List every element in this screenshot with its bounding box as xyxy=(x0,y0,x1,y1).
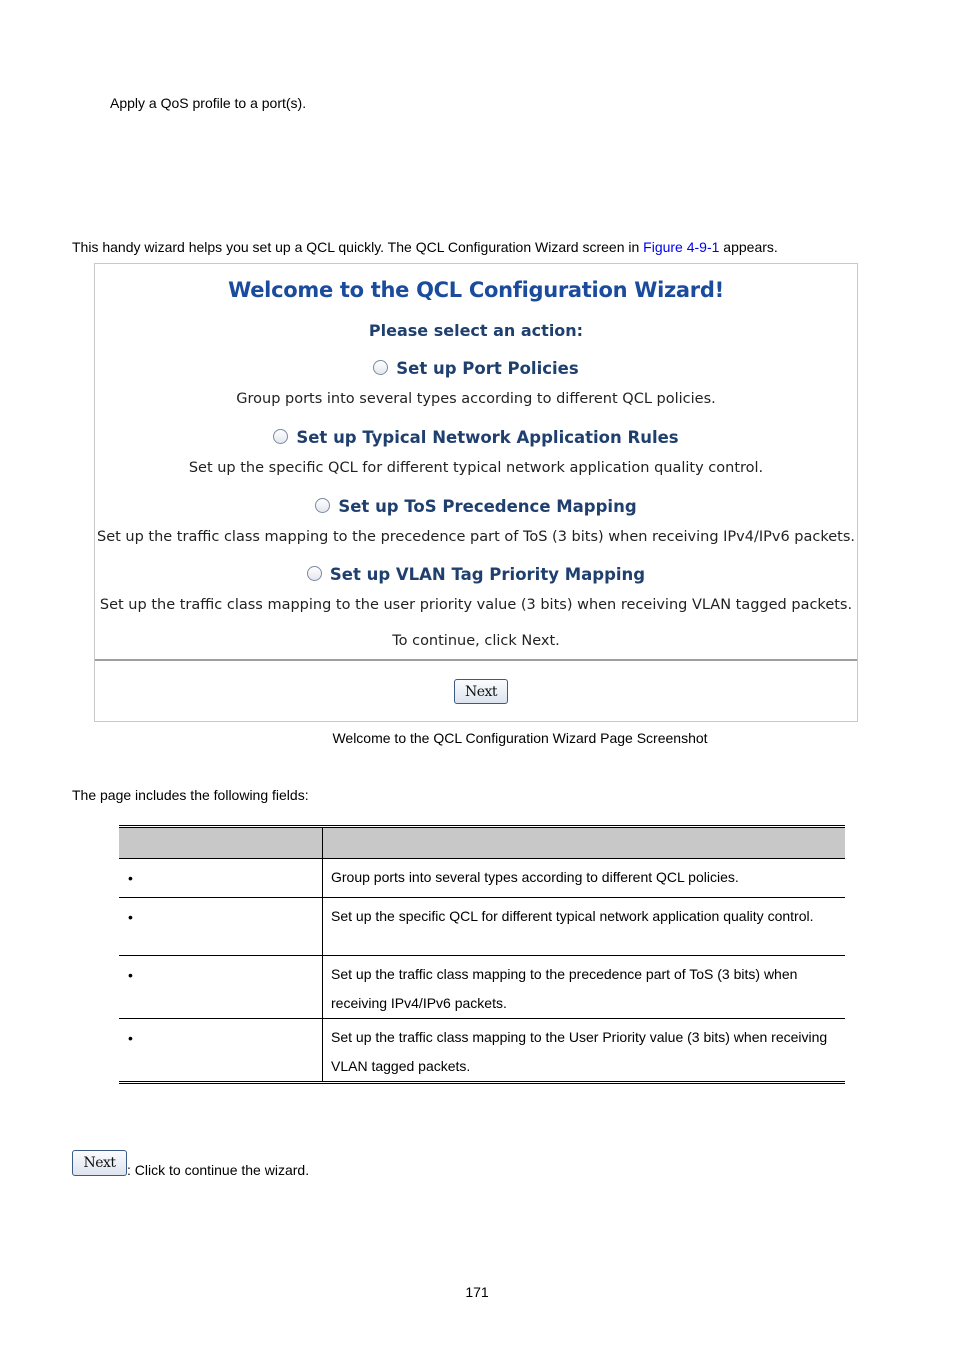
option-vlan-tag-priority-mapping[interactable] xyxy=(95,565,857,584)
radio-icon[interactable] xyxy=(373,360,388,375)
figure-link[interactable]: Figure 4-9-1 xyxy=(643,239,720,255)
table-header-row xyxy=(119,827,845,859)
bullet: • xyxy=(128,1030,133,1046)
fields-intro: The page includes the following fields: xyxy=(72,787,309,803)
row-description: Set up the traffic class mapping to the precedence part of ToS (3 bits) when receiving IPv4/IPv6 packets. xyxy=(331,966,798,1011)
option-label: Set up Port Policies xyxy=(396,359,579,378)
radio-icon[interactable] xyxy=(307,566,322,581)
wizard-subtitle: Please select an action: xyxy=(368,321,584,340)
option-description: Group ports into several types according to different QCL policies. xyxy=(236,391,716,407)
wizard-intro xyxy=(72,239,778,255)
bullet: • xyxy=(128,870,133,886)
page-number: 171 xyxy=(465,1284,489,1300)
option-description: Set up the specific QCL for different typical network application quality control. xyxy=(188,460,764,476)
option-label: Set up VLAN Tag Priority Mapping xyxy=(329,565,646,584)
next-button-example[interactable]: Next xyxy=(72,1150,127,1176)
bullet: • xyxy=(128,967,133,983)
radio-icon[interactable] xyxy=(273,429,288,444)
option-port-policies[interactable] xyxy=(95,359,857,378)
table-row xyxy=(119,898,845,956)
fields-table xyxy=(119,825,845,1084)
option-tos-precedence-mapping[interactable] xyxy=(95,497,857,516)
wizard-title: Welcome to the QCL Configuration Wizard! xyxy=(228,278,724,302)
row-description: Set up the traffic class mapping to the User Priority value (3 bits) when receiving VLAN tagged packets. xyxy=(331,1029,828,1074)
option-label: Set up ToS Precedence Mapping xyxy=(338,497,637,516)
row-description: Group ports into several types according to different QCL policies. xyxy=(331,869,739,885)
table-row xyxy=(119,859,845,898)
row-description: Set up the specific QCL for different typical network application quality control. xyxy=(331,908,814,924)
table-row xyxy=(119,956,845,1019)
option-description: Set up the traffic class mapping to the precedence part of ToS (3 bits) when receiving IPv4/IPv6 packets. xyxy=(96,529,856,545)
wizard-screenshot xyxy=(94,263,858,722)
table-header-description xyxy=(323,827,846,859)
intro-line: Apply a QoS profile to a port(s). xyxy=(110,95,307,111)
table-header-object xyxy=(119,827,323,859)
divider xyxy=(95,659,857,661)
figure-caption: Welcome to the QCL Configuration Wizard Page Screenshot xyxy=(332,730,708,746)
next-button-description: : Click to continue the wizard. xyxy=(127,1162,310,1178)
option-network-application-rules[interactable] xyxy=(95,428,857,447)
radio-icon[interactable] xyxy=(315,498,330,513)
next-button[interactable]: Next xyxy=(454,679,508,704)
table-row xyxy=(119,1019,845,1083)
bullet: • xyxy=(128,909,133,925)
wizard-intro-text: This handy wizard helps you set up a QCL quickly. The QCL Configuration Wizard screen in xyxy=(72,239,644,255)
option-label: Set up Typical Network Application Rules xyxy=(296,428,679,447)
option-description: Set up the traffic class mapping to the user priority value (3 bits) when receiving VLAN tagged packets. xyxy=(99,597,853,613)
continue-text: To continue, click Next. xyxy=(392,633,560,649)
wizard-intro-tail: appears. xyxy=(719,239,778,255)
